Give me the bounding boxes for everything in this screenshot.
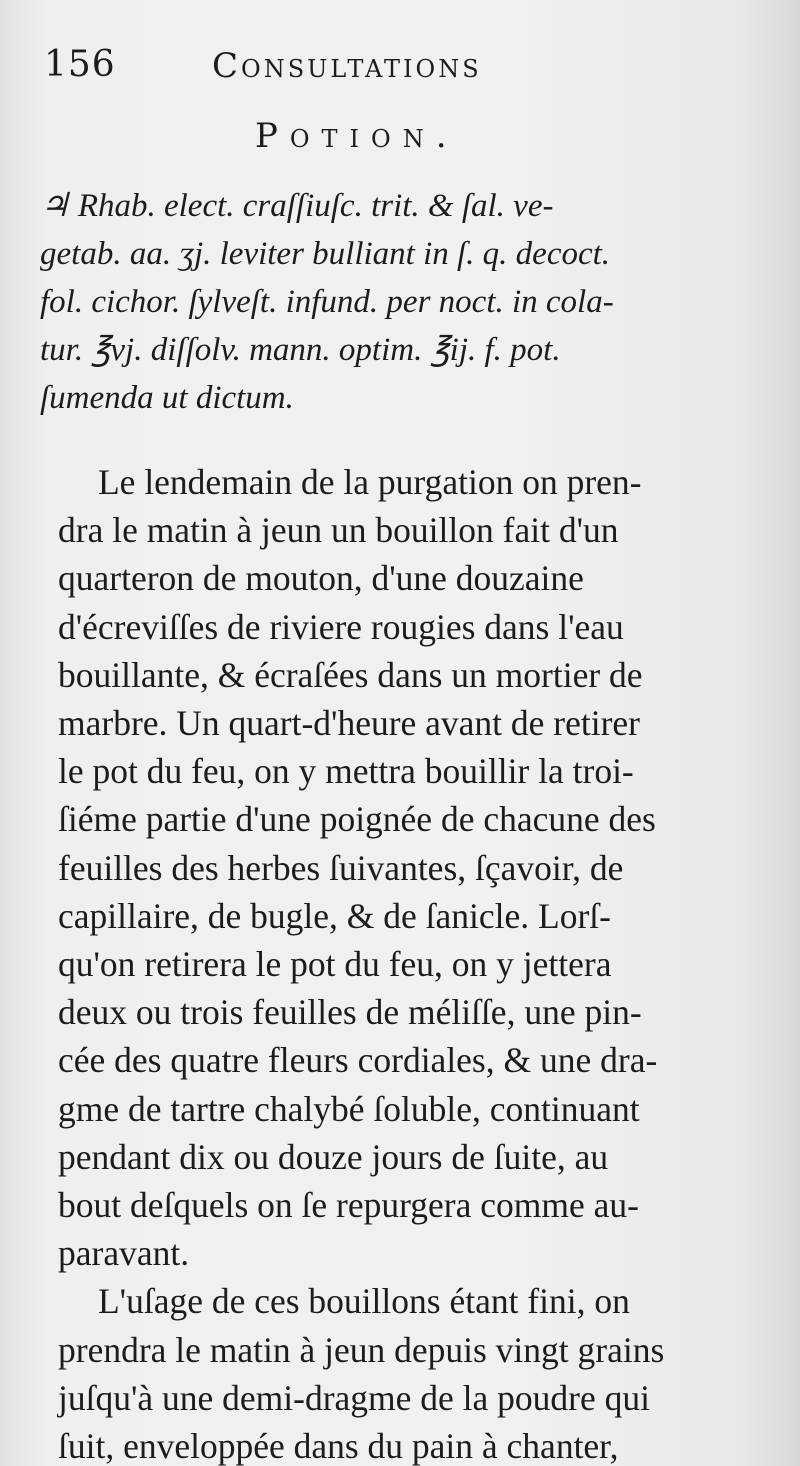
- paragraph-line: ſiéme partie d'une poignée de chacune des: [58, 799, 656, 840]
- paragraph-line: bouillante, & écraſées dans un mortier de: [58, 654, 643, 695]
- recipe-line: tur. ℥vj. diſſolv. mann. optim. ℥ij. f. pot.: [40, 332, 561, 368]
- recipe-line: fol. cichor. ſylveſt. infund. per noct. in cola-: [40, 284, 614, 320]
- page-number: 156: [44, 44, 116, 85]
- paragraph-line: prendra le matin à jeun depuis vingt grains: [58, 1329, 665, 1370]
- paragraph-line: dra le matin à jeun un bouillon fait d'un: [58, 510, 619, 551]
- paragraph: [58, 458, 758, 1277]
- recipe-block: [40, 182, 740, 422]
- paragraph-line: qu'on retirera le pot du feu, on y jettera: [58, 944, 612, 985]
- recipe-line: getab. aa. ʒj. leviter bulliant in ſ. q. decoct.: [40, 236, 611, 272]
- paragraph-line: juſqu'à une demi-dragme de la poudre qui: [58, 1377, 650, 1418]
- paragraph-line: ſuit, enveloppée dans du pain à chanter,: [58, 1426, 619, 1466]
- paragraph-line: L'uſage de ces bouillons étant fini, on: [98, 1281, 630, 1322]
- paragraph-line: quarteron de mouton, d'une douzaine: [58, 558, 584, 599]
- body-text: [58, 458, 758, 1466]
- recipe-line: ſumenda ut dictum.: [40, 380, 294, 416]
- paragraph-line: bout deſquels on ſe repurgera comme au-: [58, 1185, 639, 1226]
- paragraph-line: feuilles des herbes ſuivantes, ſçavoir, de: [58, 847, 624, 888]
- paragraph-line: d'écreviſſes de riviere rougies dans l'eau: [58, 606, 624, 647]
- page-header: [44, 44, 584, 94]
- paragraph: [58, 1277, 758, 1466]
- paragraph-line: marbre. Un quart-d'heure avant de retirer: [58, 703, 640, 744]
- paragraph-line: paravant.: [58, 1233, 190, 1274]
- section-title: Potion.: [255, 116, 459, 156]
- paragraph-line: pendant dix ou douze jours de ſuite, au: [58, 1136, 609, 1177]
- paragraph-line: capillaire, de bugle, & de ſanicle. Lorſ-: [58, 895, 611, 936]
- paragraph-line: Le lendemain de la purgation on pren-: [98, 462, 642, 502]
- running-head: Consultations: [212, 46, 482, 86]
- paragraph-line: gme de tartre chalybé ſoluble, continuant: [58, 1088, 640, 1129]
- recipe-line: ♃ Rhab. elect. craſſiuſc. trit. & ſal. ve-: [40, 188, 554, 224]
- paragraph-line: cée des quatre fleurs cordiales, & une dra-: [58, 1040, 658, 1081]
- paragraph-line: le pot du feu, on y mettra bouillir la troi-: [58, 751, 634, 792]
- paragraph-line: deux ou trois feuilles de méliſſe, une pin-: [58, 992, 642, 1033]
